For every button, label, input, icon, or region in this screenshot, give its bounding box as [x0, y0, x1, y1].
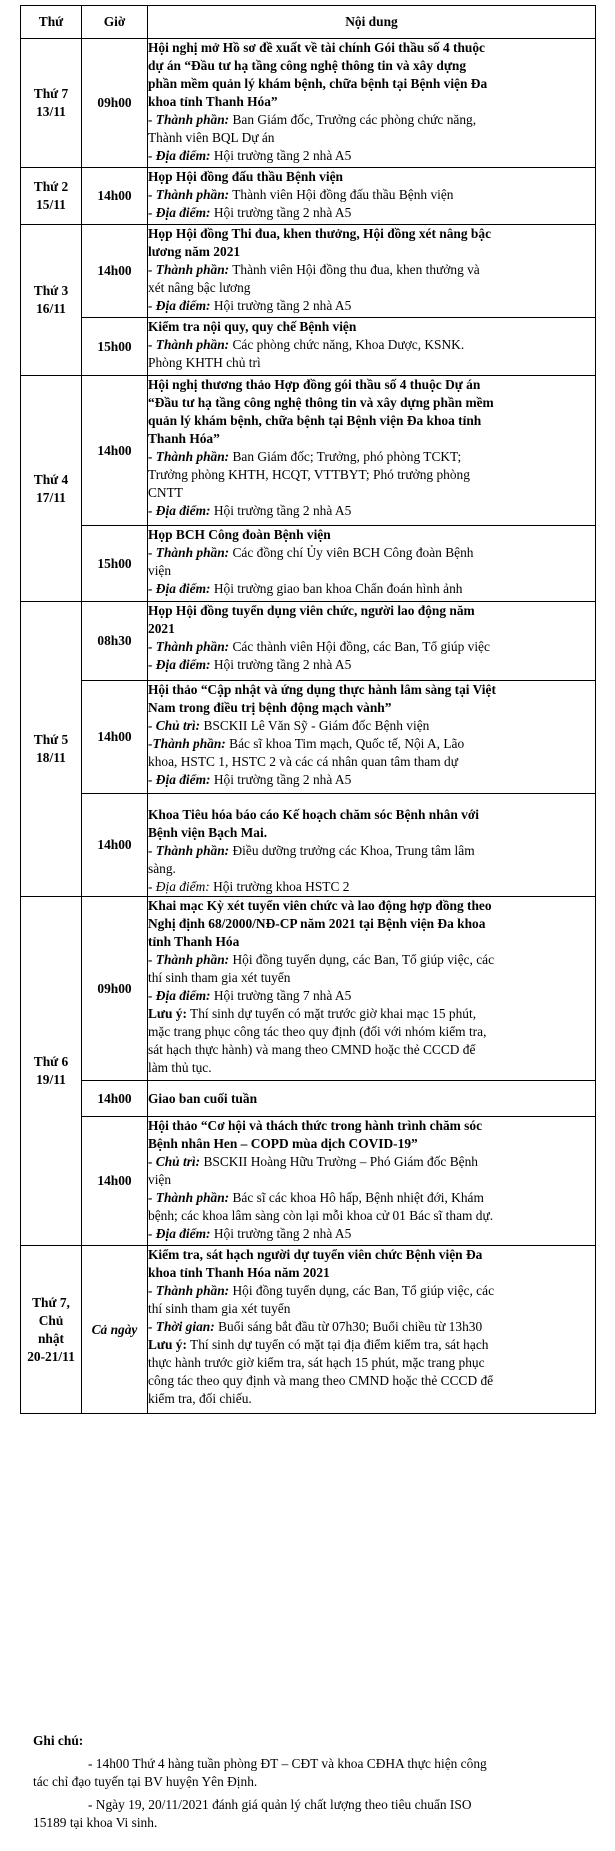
content-cell	[148, 794, 596, 897]
table-row	[21, 681, 596, 794]
header-row	[21, 6, 596, 39]
time-cell: 14h00	[82, 168, 148, 225]
note-item: - Ngày 19, 20/11/2021 đánh giá quản lý chất lượng theo tiêu chuẩn ISO 15189 tại khoa Vi sinh.	[33, 1797, 472, 1830]
content-cell	[148, 318, 596, 376]
time-cell: 09h00	[82, 39, 148, 168]
content-cell	[148, 602, 596, 681]
location: - Địa điểm: Hội trường tầng 2 nhà A5	[148, 148, 352, 163]
location: - Địa điểm: Hội trường tầng 2 nhà A5	[148, 657, 352, 672]
table-row	[21, 376, 596, 526]
day-cell: Thứ 6 19/11	[21, 897, 82, 1246]
time-cell: 14h00	[82, 1117, 148, 1246]
content-cell	[148, 39, 596, 168]
location: - Địa điểm: Hội trường tầng 2 nhà A5	[148, 772, 352, 787]
header-content: Nội dung	[148, 6, 596, 39]
participants: - Thành phần: Ban Giám đốc; Trưởng, phó phòng TCKT; Trưởng phòng KHTH, HCQT, VTTBYT; Phó trưởng phòng CNTT	[148, 449, 470, 500]
day-cell: Thứ 7, Chủ nhật 20-21/11	[21, 1246, 82, 1414]
location: - Địa điểm: Hội trường tầng 7 nhà A5	[148, 988, 352, 1003]
time-cell: 09h00	[82, 897, 148, 1081]
content-cell	[148, 897, 596, 1081]
table-row	[21, 794, 596, 897]
location: - Địa điểm: Hội trường tầng 2 nhà A5	[148, 503, 352, 518]
day-cell: Thứ 4 17/11	[21, 376, 82, 602]
day-cell: Thứ 7 13/11	[21, 39, 82, 168]
location: - Địa điểm: Hội trường tầng 2 nhà A5	[148, 1226, 352, 1241]
time-cell: 14h00	[82, 376, 148, 526]
time-cell: 14h00	[82, 225, 148, 318]
event-title: Kiểm tra, sát hạch người dự tuyển viên chức Bệnh viện Đa khoa tỉnh Thanh Hóa năm 2021	[148, 1247, 483, 1280]
header-time: Giờ	[82, 6, 148, 39]
content-cell	[148, 376, 596, 526]
event-title: Hội nghị mở Hồ sơ đề xuất về tài chính Gói thầu số 4 thuộc dự án “Đầu tư hạ tầng công nghệ thông tin và xây dựng phần mềm quản lý khám bệnh, chữa bệnh tại Bệnh viện Đa khoa tỉnh Thanh Hóa”	[148, 40, 488, 109]
table-row	[21, 526, 596, 602]
event-title: Giao ban cuối tuần	[148, 1090, 258, 1106]
event-title: Khoa Tiêu hóa báo cáo Kế hoạch chăm sóc Bệnh nhân với Bệnh viện Bạch Mai.	[148, 807, 479, 840]
participants: - Thành phần: Thành viên Hội đồng đấu thầu Bệnh viện	[148, 187, 454, 202]
chair: - Chủ trì: BSCKII Hoàng Hữu Trường – Phó Giám đốc Bệnh viện	[148, 1154, 478, 1187]
day-cell: Thứ 2 15/11	[21, 168, 82, 225]
location: - Địa điểm: Hội trường tầng 2 nhà A5	[148, 298, 352, 313]
table-row	[21, 39, 596, 168]
event-title: Hội thảo “Cập nhật và ứng dụng thực hành lâm sàng tại Việt Nam trong điều trị bệnh động mạch vành”	[148, 682, 496, 715]
content-cell	[148, 526, 596, 602]
notes-section	[20, 1732, 595, 1832]
event-title: Khai mạc Kỳ xét tuyển viên chức và lao động hợp đồng theo Nghị định 68/2000/NĐ-CP năm 2021 tại Bệnh viện Đa khoa tỉnh Thanh Hóa	[148, 898, 492, 949]
time-cell: 14h00	[82, 1081, 148, 1117]
table-row	[21, 1246, 596, 1414]
participants: - Thành phần: Bác sĩ các khoa Hô hấp, Bệnh nhiệt đới, Khám bệnh; các khoa lâm sàng còn lại mỗi khoa cử 01 Bác sĩ tham dự.	[148, 1190, 494, 1223]
time-detail: - Thời gian: Buổi sáng bắt đầu từ 07h30; Buổi chiều từ 13h30	[148, 1319, 483, 1334]
participants: - Thành phần: Các phòng chức năng, Khoa Dược, KSNK. Phòng KHTH chủ trì	[148, 337, 465, 370]
content-cell	[148, 225, 596, 318]
content-cell	[148, 168, 596, 225]
content-cell	[148, 1117, 596, 1246]
time-cell: Cả ngày	[82, 1246, 148, 1414]
chair: - Chủ trì: BSCKII Lê Văn Sỹ - Giám đốc Bệnh viện	[148, 718, 430, 733]
event-title: Họp Hội đồng Thi đua, khen thưởng, Hội đồng xét nâng bậc lương năm 2021	[148, 226, 492, 259]
note-item: - 14h00 Thứ 4 hàng tuần phòng ĐT – CĐT và khoa CĐHA thực hiện công tác chỉ đạo tuyến tại BV huyện Yên Định.	[33, 1756, 487, 1789]
table-row	[21, 168, 596, 225]
header-day: Thứ	[21, 6, 82, 39]
participants: - Thành phần: Các thành viên Hội đồng, các Ban, Tổ giúp việc	[148, 639, 490, 654]
table-row	[21, 1117, 596, 1246]
event-title: Họp Hội đồng tuyển dụng viên chức, người lao động năm 2021	[148, 603, 475, 636]
schedule-table	[20, 5, 596, 1414]
table-row	[21, 1081, 596, 1117]
table-row	[21, 897, 596, 1081]
day-cell: Thứ 3 16/11	[21, 225, 82, 376]
participants: -Thành phần: Bác sĩ khoa Tim mạch, Quốc tế, Nội A, Lão khoa, HSTC 1, HSTC 2 và các cá nhân quan tâm tham dự	[148, 736, 465, 769]
content-cell	[148, 1081, 596, 1117]
location: - Địa điểm: Hội trường khoa HSTC 2	[148, 879, 350, 894]
time-cell: 15h00	[82, 526, 148, 602]
participants: - Thành phần: Thành viên Hội đồng thu đua, khen thưởng và xét nâng bậc lương	[148, 262, 480, 295]
content-cell	[148, 681, 596, 794]
table-row	[21, 318, 596, 376]
location: - Địa điểm: Hội trường tầng 2 nhà A5	[148, 205, 352, 220]
day-cell: Thứ 5 18/11	[21, 602, 82, 897]
time-cell: 14h00	[82, 794, 148, 897]
note: Lưu ý: Thí sinh dự tuyển có mặt trước giờ khai mạc 15 phút, mặc trang phục công tác theo quy định (đối với nhóm kiểm tra, sát hạch thực hành) và mang theo CMND hoặc thẻ CCCD để làm thủ tục.	[148, 1006, 487, 1075]
event-title: Hội nghị thương thảo Hợp đồng gói thầu số 4 thuộc Dự án “Đầu tư hạ tầng công nghệ thông tin và xây dựng phần mềm quản lý khám bệnh, chữa bệnh tại Bệnh viện Đa khoa tỉnh Thanh Hóa”	[148, 377, 494, 446]
time-cell: 15h00	[82, 318, 148, 376]
participants: - Thành phần: Hội đồng tuyển dụng, các Ban, Tổ giúp việc, các thí sinh tham gia xét tuyển	[148, 1283, 495, 1316]
participants: - Thành phần: Điều dưỡng trưởng các Khoa, Trung tâm lâm sàng.	[148, 843, 475, 876]
event-title: Họp Hội đồng đấu thầu Bệnh viện	[148, 169, 343, 184]
time-cell: 08h30	[82, 602, 148, 681]
event-title: Họp BCH Công đoàn Bệnh viện	[148, 527, 331, 542]
notes-heading: Ghi chú:	[33, 1733, 84, 1748]
table-row	[21, 225, 596, 318]
participants: - Thành phần: Các đồng chí Ủy viên BCH Công đoàn Bệnh viện	[148, 545, 474, 578]
note: Lưu ý: Thí sinh dự tuyển có mặt tại địa điểm kiểm tra, sát hạch thực hành trước giờ kiểm tra, sát hạch 15 phút, mặc trang phục công tác theo quy định và mang theo CMND hoặc thẻ CCCD để kiểm tra, đối chiếu.	[148, 1337, 494, 1406]
content-cell	[148, 1246, 596, 1414]
time-cell: 14h00	[82, 681, 148, 794]
participants: - Thành phần: Hội đồng tuyển dụng, các Ban, Tổ giúp việc, các thí sinh tham gia xét tuyển	[148, 952, 495, 985]
event-title: Hội thảo “Cơ hội và thách thức trong hành trình chăm sóc Bệnh nhân Hen – COPD mùa dịch COVID-19”	[148, 1118, 483, 1151]
location: - Địa điểm: Hội trường giao ban khoa Chẩn đoán hình ảnh	[148, 581, 463, 596]
participants: - Thành phần: Ban Giám đốc, Trưởng các phòng chức năng, Thành viên BQL Dự án	[148, 112, 477, 145]
event-title: Kiểm tra nội quy, quy chế Bệnh viện	[148, 319, 357, 334]
table-row	[21, 602, 596, 681]
